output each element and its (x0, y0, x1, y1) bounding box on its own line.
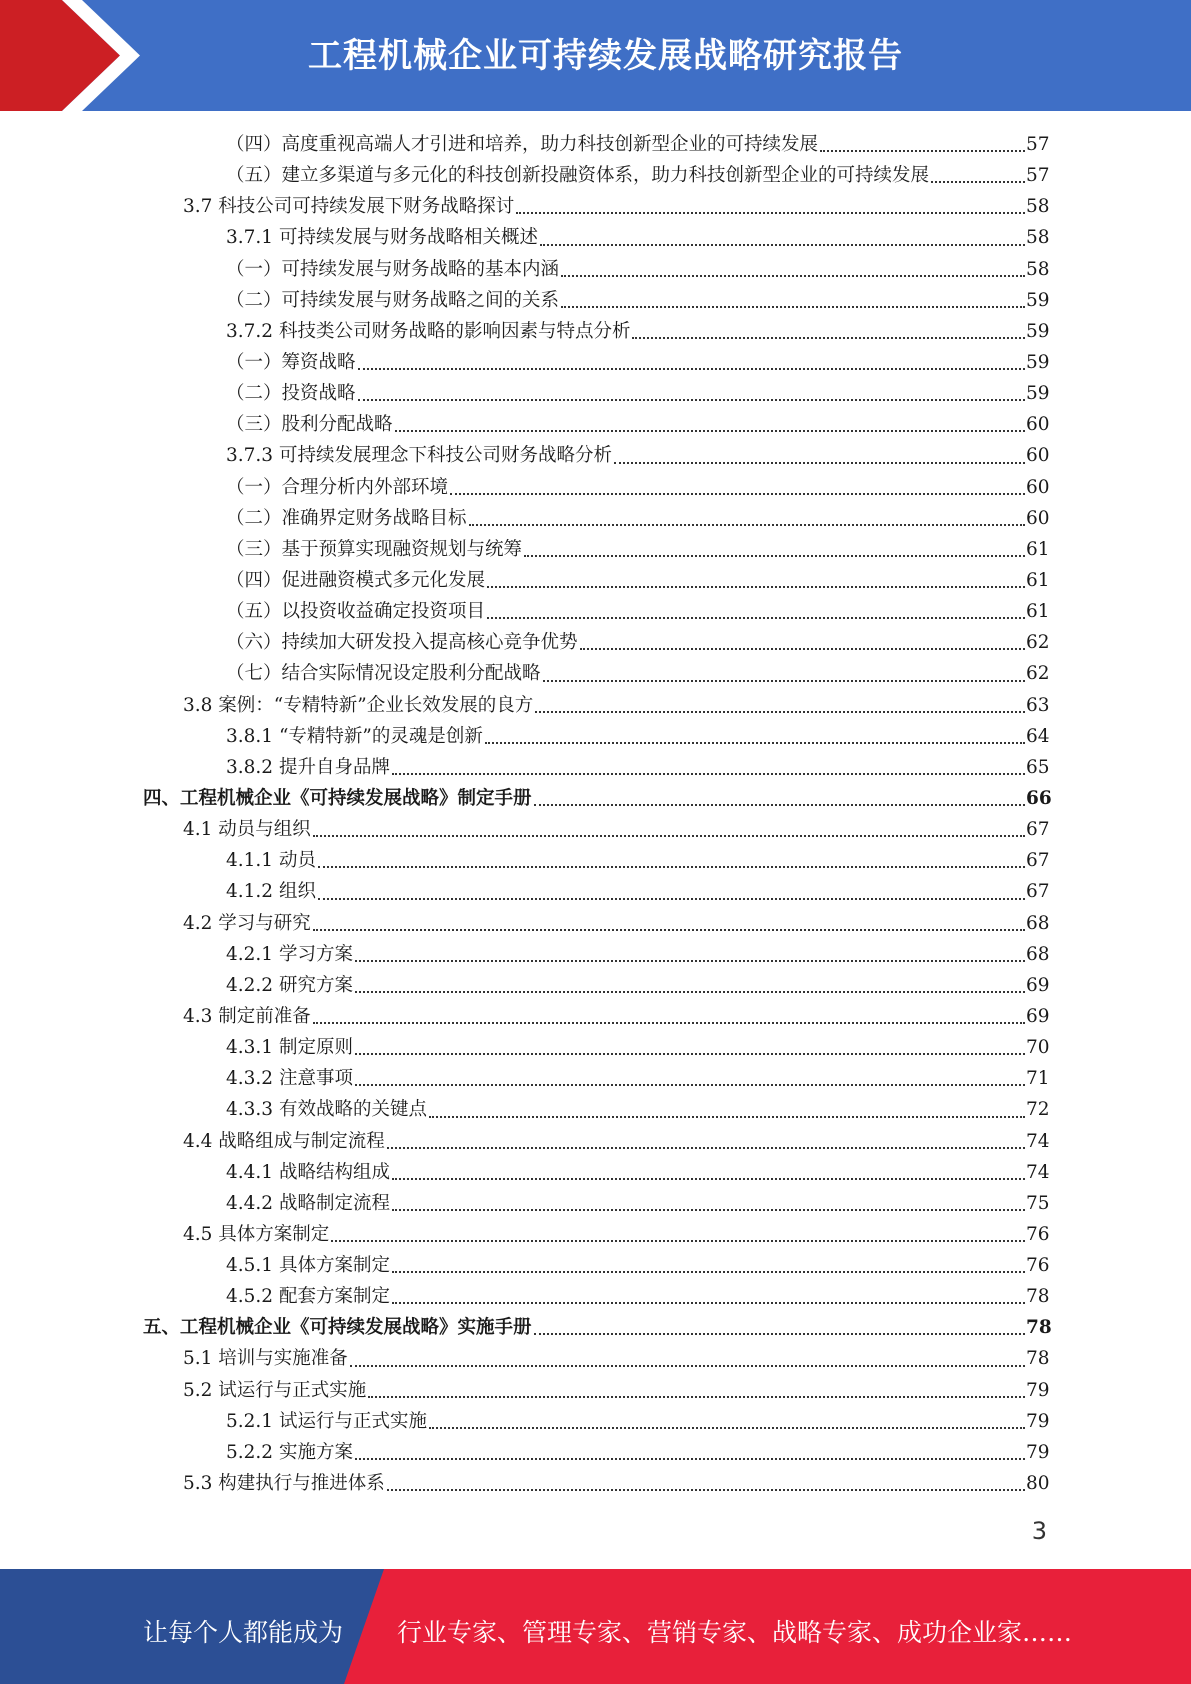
toc-dot-leader (331, 1240, 1025, 1242)
toc-entry-page: 68 (1026, 943, 1050, 965)
toc-entry[interactable] (0, 1312, 1191, 1343)
toc-entry-page: 78 (1026, 1348, 1050, 1370)
toc-entry-title: 4.4.2 战略制定流程 (226, 1192, 390, 1214)
toc-entry-title: 四、工程机械企业《可持续发展战略》制定手册 (143, 787, 532, 809)
toc-entry-title: （二）可持续发展与财务战略之间的关系 (226, 289, 560, 311)
toc-dot-leader (429, 1427, 1025, 1429)
toc-entry-page: 57 (1026, 165, 1050, 187)
toc-entry-page: 60 (1026, 476, 1050, 498)
toc-entry-title: 3.7.3 可持续发展理念下科技公司财务战略分析 (226, 445, 612, 467)
toc-entry[interactable] (0, 285, 1191, 316)
toc-entry[interactable] (0, 409, 1191, 440)
toc-entry-page: 78 (1026, 1286, 1050, 1308)
toc-dot-leader (355, 960, 1025, 962)
toc-entry[interactable] (0, 378, 1191, 409)
toc-entry-page: 71 (1026, 1068, 1050, 1090)
toc-dot-leader (614, 462, 1025, 464)
toc-entry-page: 58 (1026, 196, 1050, 218)
toc-entry-title: 4.3.1 制定原则 (226, 1037, 353, 1059)
toc-entry-title: 5.2 试运行与正式实施 (183, 1379, 367, 1401)
toc-entry-title: （四）高度重视高端人才引进和培养，助力科技创新型企业的可持续发展 (226, 134, 819, 155)
toc-dot-leader (561, 275, 1025, 277)
toc-dot-leader (820, 150, 1025, 152)
toc-dot-leader (313, 835, 1025, 837)
toc-entry-title: 五、工程机械企业《可持续发展战略》实施手册 (143, 1317, 532, 1339)
toc-entry[interactable] (0, 627, 1191, 658)
toc-entry[interactable] (0, 191, 1191, 222)
toc-entry-page: 64 (1026, 725, 1050, 747)
toc-dot-leader (368, 1396, 1025, 1398)
toc-entry[interactable] (0, 1250, 1191, 1281)
toc-entry-page: 59 (1026, 351, 1050, 373)
toc-entry[interactable] (0, 1375, 1191, 1406)
toc-entry-title: 4.5.2 配套方案制定 (226, 1286, 390, 1308)
toc-entry-page: 75 (1026, 1192, 1050, 1214)
toc-entry-title: 4.1.2 组织 (226, 881, 316, 903)
toc-dot-leader (534, 1333, 1025, 1335)
toc-entry-page: 58 (1026, 227, 1050, 249)
toc-entry-page: 59 (1026, 289, 1050, 311)
toc-entry-page: 59 (1026, 383, 1050, 405)
toc-entry-title: （四）促进融资模式多元化发展 (226, 569, 486, 591)
toc-entry-page: 62 (1026, 663, 1050, 685)
page-footer (0, 1569, 1191, 1684)
toc-entry[interactable] (0, 534, 1191, 565)
toc-entry-page: 59 (1026, 320, 1050, 342)
toc-dot-leader (392, 1209, 1025, 1211)
toc-dot-leader (318, 866, 1025, 868)
toc-entry-page: 78 (1026, 1317, 1052, 1339)
toc-dot-leader (358, 368, 1025, 370)
toc-entry-page: 74 (1026, 1130, 1050, 1152)
toc-entry-page: 65 (1026, 756, 1050, 778)
page-number: 3 (1031, 1517, 1047, 1545)
toc-dot-leader (485, 742, 1025, 744)
toc-entry-page: 61 (1026, 538, 1050, 560)
toc-entry-page: 58 (1026, 258, 1050, 280)
toc-entry-title: （一）合理分析内外部环境 (226, 476, 449, 498)
toc-entry-title: 3.8 案例：“专精特新”企业长效发展的良方 (183, 694, 534, 716)
toc-entry[interactable] (0, 347, 1191, 378)
toc-dot-leader (543, 680, 1025, 682)
toc-entry-title: （三）基于预算实现融资规划与统筹 (226, 538, 523, 560)
toc-entry[interactable] (0, 939, 1191, 970)
toc-entry-page: 69 (1026, 974, 1050, 996)
report-title: 工程机械企业可持续发展战略研究报告 (308, 36, 903, 76)
toc-entry-title: 4.3.3 有效战略的关键点 (226, 1099, 427, 1121)
toc-entry-page: 79 (1026, 1410, 1050, 1432)
toc-entry-title: 5.1 培训与实施准备 (183, 1348, 348, 1370)
toc-entry[interactable] (0, 1468, 1191, 1499)
toc-entry[interactable] (0, 596, 1191, 627)
toc-dot-leader (355, 1458, 1025, 1460)
toc-dot-leader (392, 1302, 1025, 1304)
toc-dot-leader (395, 430, 1025, 432)
toc-entry[interactable] (0, 129, 1191, 160)
toc-dot-leader (318, 898, 1025, 900)
toc-entry-title: 3.7 科技公司可持续发展下财务战略探讨 (183, 196, 515, 218)
toc-dot-leader (540, 244, 1025, 246)
toc-entry-title: 4.3 制定前准备 (183, 1005, 311, 1027)
toc-entry[interactable] (0, 721, 1191, 752)
toc-entry-page: 79 (1026, 1379, 1050, 1401)
toc-entry-title: 4.4 战略组成与制定流程 (183, 1130, 385, 1152)
toc-entry-page: 80 (1026, 1473, 1050, 1495)
toc-entry-title: 4.2.1 学习方案 (226, 943, 353, 965)
toc-entry[interactable] (0, 658, 1191, 689)
toc-entry-page: 76 (1026, 1223, 1050, 1245)
toc-entry-title: 5.2.2 实施方案 (226, 1441, 353, 1463)
toc-dot-leader (516, 212, 1025, 214)
toc-entry-title: 4.4.1 战略结构组成 (226, 1161, 390, 1183)
toc-entry-title: 4.2.2 研究方案 (226, 974, 353, 996)
toc-dot-leader (534, 804, 1025, 806)
toc-entry-page: 69 (1026, 1005, 1050, 1027)
toc-entry-page: 60 (1026, 414, 1050, 436)
toc-entry-title: （六）持续加大研发投入提高核心竞争优势 (226, 632, 578, 654)
toc-dot-leader (580, 648, 1025, 650)
toc-entry-title: （二）投资战略 (226, 383, 356, 405)
toc-entry[interactable] (0, 160, 1191, 191)
toc-entry[interactable] (0, 1281, 1191, 1312)
toc-entry-page: 57 (1026, 134, 1050, 155)
toc-entry-title: （一）可持续发展与财务战略的基本内涵 (226, 258, 560, 280)
toc-dot-leader (392, 773, 1025, 775)
toc-entry-page: 79 (1026, 1441, 1050, 1463)
toc-entry-page: 68 (1026, 912, 1050, 934)
toc-dot-leader (392, 1178, 1025, 1180)
toc-dot-leader (392, 1271, 1025, 1273)
toc-entry-page: 72 (1026, 1099, 1050, 1121)
toc-entry[interactable] (0, 503, 1191, 534)
toc-entry-page: 67 (1026, 819, 1050, 841)
toc-entry-page: 74 (1026, 1161, 1050, 1183)
toc-entry-title: 5.2.1 试运行与正式实施 (226, 1410, 427, 1432)
toc-entry-title: 4.1 动员与组织 (183, 819, 311, 841)
toc-entry[interactable] (0, 440, 1191, 471)
toc-entry-title: 3.8.1 “专精特新”的灵魂是创新 (226, 725, 483, 747)
toc-dot-leader (487, 617, 1025, 619)
toc-dot-leader (355, 1053, 1025, 1055)
toc-dot-leader (632, 337, 1025, 339)
toc-entry-title: （二）准确界定财务战略目标 (226, 507, 467, 529)
toc-entry-title: （五）以投资收益确定投资项目 (226, 601, 486, 623)
toc-dot-leader (535, 711, 1025, 713)
toc-dot-leader (561, 306, 1025, 308)
toc-dot-leader (487, 586, 1025, 588)
toc-entry-title: 3.7.1 可持续发展与财务战略相关概述 (226, 227, 538, 249)
toc-entry-title: 3.8.2 提升自身品牌 (226, 756, 390, 778)
toc-entry[interactable] (0, 316, 1191, 347)
toc-entry[interactable] (0, 845, 1191, 876)
toc-entry-title: 4.1.1 动员 (226, 850, 316, 872)
toc-entry[interactable] (0, 222, 1191, 253)
toc-entry[interactable] (0, 690, 1191, 721)
toc-entry-page: 70 (1026, 1037, 1050, 1059)
toc-entry-title: （三）股利分配战略 (226, 414, 393, 436)
toc-dot-leader (355, 1084, 1025, 1086)
toc-dot-leader (355, 991, 1025, 993)
toc-entry-title: 4.3.2 注意事项 (226, 1068, 353, 1090)
toc-entry[interactable] (0, 814, 1191, 845)
page-header (0, 0, 1191, 111)
toc-dot-leader (358, 399, 1025, 401)
toc-entry[interactable] (0, 472, 1191, 503)
toc-entry[interactable] (0, 1126, 1191, 1157)
toc-dot-leader (931, 181, 1025, 183)
toc-entry-title: 4.2 学习与研究 (183, 912, 311, 934)
toc-entry-title: 4.5 具体方案制定 (183, 1223, 330, 1245)
toc-entry-title: （五）建立多渠道与多元化的科技创新投融资体系，助力科技创新型企业的可持续发展 (226, 165, 930, 187)
toc-entry-page: 61 (1026, 601, 1050, 623)
toc-entry[interactable] (0, 1032, 1191, 1063)
toc-dot-leader (350, 1365, 1025, 1367)
toc-entry[interactable] (0, 1437, 1191, 1468)
toc-entry-title: （七）结合实际情况设定股利分配战略 (226, 663, 541, 685)
table-of-contents (0, 129, 1191, 1499)
toc-entry-title: 3.7.2 科技类公司财务战略的影响因素与特点分析 (226, 320, 631, 342)
toc-entry-page: 67 (1026, 850, 1050, 872)
toc-dot-leader (450, 493, 1025, 495)
toc-entry[interactable] (0, 1343, 1191, 1374)
toc-entry[interactable] (0, 876, 1191, 907)
toc-dot-leader (429, 1116, 1025, 1118)
toc-entry[interactable] (0, 970, 1191, 1001)
toc-entry[interactable] (0, 908, 1191, 939)
footer-slogan-right: 行业专家、管理专家、营销专家、战略专家、成功企业家…… (397, 1618, 1073, 1647)
toc-entry[interactable] (0, 1063, 1191, 1094)
toc-entry-page: 76 (1026, 1255, 1050, 1277)
toc-entry-page: 62 (1026, 632, 1050, 654)
toc-dot-leader (524, 555, 1025, 557)
toc-entry-title: （一）筹资战略 (226, 351, 356, 373)
toc-entry-title: 4.5.1 具体方案制定 (226, 1255, 390, 1277)
toc-entry-title: 5.3 构建执行与推进体系 (183, 1473, 385, 1495)
toc-entry[interactable] (0, 565, 1191, 596)
toc-entry[interactable] (0, 1219, 1191, 1250)
toc-dot-leader (387, 1489, 1025, 1491)
toc-entry-page: 63 (1026, 694, 1050, 716)
toc-dot-leader (469, 524, 1025, 526)
toc-entry[interactable] (0, 1001, 1191, 1032)
toc-entry-page: 60 (1026, 445, 1050, 467)
toc-dot-leader (387, 1147, 1025, 1149)
toc-entry[interactable] (0, 1406, 1191, 1437)
toc-dot-leader (313, 1022, 1025, 1024)
toc-entry-page: 60 (1026, 507, 1050, 529)
toc-entry-page: 61 (1026, 569, 1050, 591)
footer-slogan-left: 让每个人都能成为 (143, 1618, 344, 1647)
toc-entry[interactable] (0, 752, 1191, 783)
toc-entry[interactable] (0, 1188, 1191, 1219)
toc-entry[interactable] (0, 1094, 1191, 1125)
toc-entry[interactable] (0, 254, 1191, 285)
toc-dot-leader (313, 929, 1025, 931)
toc-entry[interactable] (0, 783, 1191, 814)
toc-entry-page: 66 (1026, 787, 1052, 809)
toc-entry-page: 67 (1026, 881, 1050, 903)
toc-entry[interactable] (0, 1157, 1191, 1188)
